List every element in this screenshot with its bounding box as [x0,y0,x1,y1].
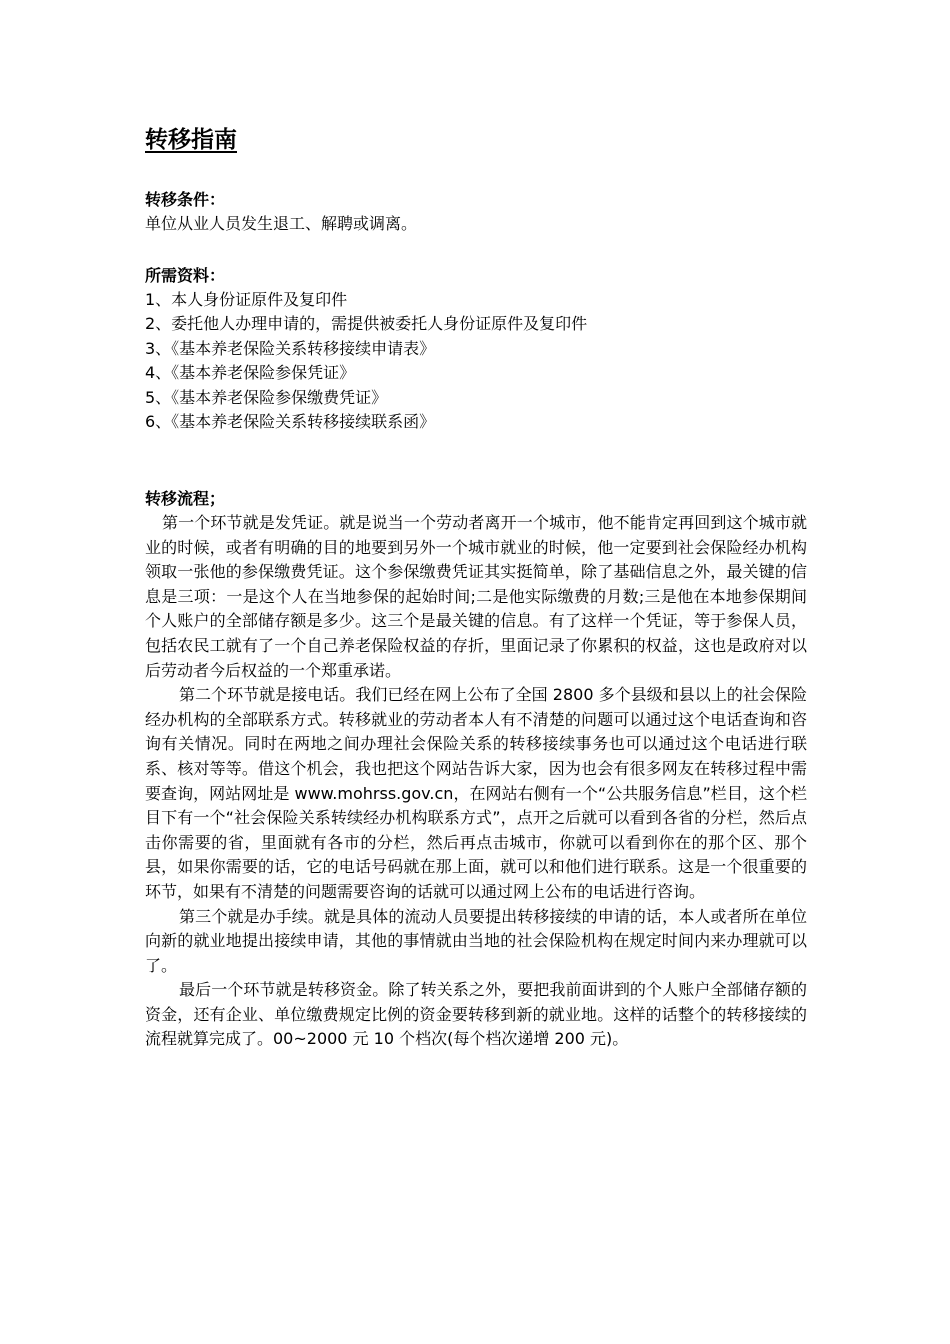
process-section [145,487,807,1052]
conditions-section [145,188,807,236]
materials-item: 6、《基本养老保险关系转移接续联系函》 [145,412,436,432]
materials-item: 5、《基本养老保险参保缴费凭证》 [145,387,388,407]
process-paragraph-4: 最后一个环节就是转移资金。除了转关系之外，要把我前面讲到的个人账户全部储存额的资金，还有企业、单位缴费规定比例的资金要转移到新的就业地。这样的话整个的转移接续的流程就算完成了。00~2000 元 10 个档次(每个档次递增 200 元)。 [145,980,807,1049]
materials-item: 4、《基本养老保险参保凭证》 [145,363,356,383]
materials-heading: 所需资料： [145,266,226,285]
materials-section [145,264,807,434]
materials-item: 2、委托他人办理申请的，需提供被委托人身份证原件及复印件 [145,314,588,334]
process-paragraph-3: 第三个就是办手续。就是具体的流动人员要提出转移接续的申请的话，本人或者所在单位向新的就业地提出接续申请，其他的事情就由当地的社会保险机构在规定时间内来办理就可以了。 [145,906,807,975]
materials-item: 1、本人身份证原件及复印件 [145,290,348,309]
process-paragraph-2: 第二个环节就是接电话。我们已经在网上公布了全国 2800 多个县级和县以上的社会保险经办机构的全部联系方式。转移就业的劳动者本人有不清楚的问题可以通过这个电话查询和咨询有关情况。同时在两地之间办理社会保险关系的转移接续事务也可以通过这个电话进行联系、核对等等。借这个机会，我也把这个网站告诉大家，因为也会有很多网友在转移过程中需要查询，网站网址是 www.mohrss.gov.cn，在网站右侧有一个“公共服务信息”栏目，这个栏目下有一个“社会保险关系转续经办机构联系方式”，点开之后就可以看到各省的分栏，然后点击你需要的省，里面就有各市的分栏，然后再点击城市，你就可以看到你在的那个区、那个县，如果你需要的话，它的电话号码就在那上面，就可以和他们进行联系。这是一个很重要的环节，如果有不清楚的问题需要咨询的话就可以通过网上公布的电话进行咨询。 [145,685,807,901]
process-paragraph-1: 第一个环节就是发凭证。就是说当一个劳动者离开一个城市，他不能肯定再回到这个城市就业的时候，或者有明确的目的地要到另外一个城市就业的时候，他一定要到社会保险经办机构领取一张他的参保缴费凭证。这个参保缴费凭证其实挺简单，除了基础信息之外，最关键的信息是三项：一是这个人在当地参保的起始时间;二是他实际缴费的月数;三是他在本地参保期间个人账户的全部储存额是多少。这三个是最关键的信息。有了这样一个凭证，等于参保人员，包括农民工就有了一个自己养老保险权益的存折，里面记录了你累积的权益，这也是政府对以后劳动者今后权益的一个郑重承诺。 [145,513,807,680]
process-heading: 转移流程； [145,489,226,508]
page-title: 转移指南 [145,127,237,153]
conditions-heading: 转移条件： [145,190,226,209]
materials-item: 3、《基本养老保险关系转移接续申请表》 [145,338,436,358]
conditions-text: 单位从业人员发生退工、解聘或调离。 [145,214,418,233]
